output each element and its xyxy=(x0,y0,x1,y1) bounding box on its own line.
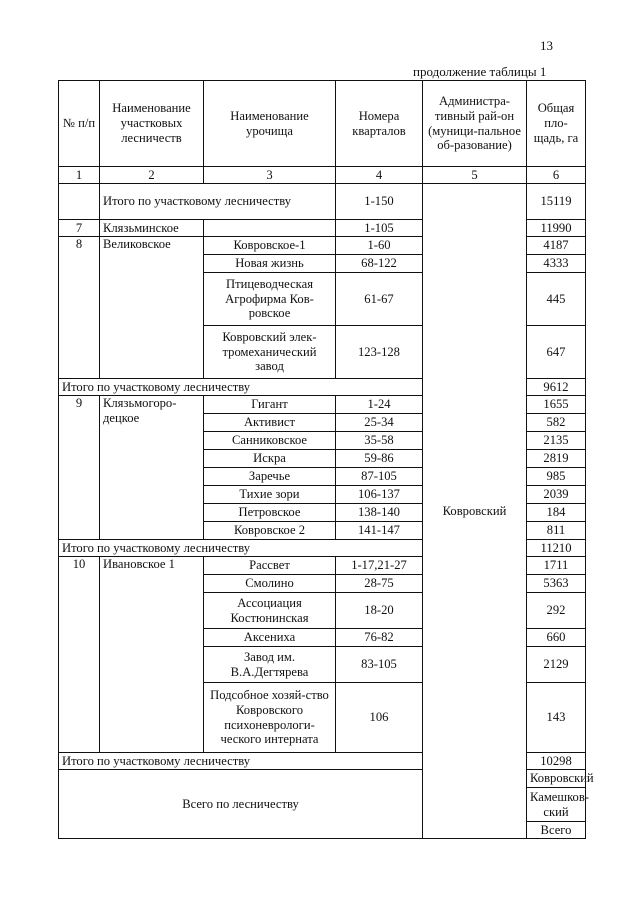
header-district: Наименование участковых лесничеств xyxy=(100,81,204,167)
area-cell: 2039 xyxy=(527,486,586,504)
tract-name: Подсобное хозяй-ство Ковровского психоневрологи-ческого интерната xyxy=(204,683,336,753)
quarters-cell: 1-24 xyxy=(336,396,423,414)
tract-name: Заречье xyxy=(204,468,336,486)
header-tract: Наименование урочища xyxy=(204,81,336,167)
tract-name: Новая жизнь xyxy=(204,255,336,273)
area-cell: 582 xyxy=(527,414,586,432)
tract-name: Ковровское-1 xyxy=(204,237,336,255)
area-cell: 5363 xyxy=(527,575,586,593)
row-number: 10 xyxy=(59,557,100,753)
quarters-cell: 1-17,21-27 xyxy=(336,557,423,575)
table-row xyxy=(59,184,586,220)
admin-district-cell: Ковровский xyxy=(423,184,527,839)
column-number: 6 xyxy=(527,167,586,184)
column-number: 3 xyxy=(204,167,336,184)
quarters-cell: 76-82 xyxy=(336,629,423,647)
quarters-cell: 83-105 xyxy=(336,647,423,683)
tract-name: Завод им. В.А.Дегтярева xyxy=(204,647,336,683)
header-number: № п/п xyxy=(59,81,100,167)
tract-name: Тихие зори xyxy=(204,486,336,504)
area-cell: 143 xyxy=(527,683,586,753)
column-number: 2 xyxy=(100,167,204,184)
quarters-cell: 138-140 xyxy=(336,504,423,522)
column-number-row xyxy=(59,167,586,184)
header-total-area: Общая пло-щадь, га xyxy=(527,81,586,167)
area-cell: 184 xyxy=(527,504,586,522)
row-number: 8 xyxy=(59,237,100,379)
area-cell: 2129 xyxy=(527,647,586,683)
quarters-cell: 68-122 xyxy=(336,255,423,273)
column-number: 4 xyxy=(336,167,423,184)
quarters-cell: 1-60 xyxy=(336,237,423,255)
quarters-cell: 123-128 xyxy=(336,326,423,379)
area-cell: 1711 xyxy=(527,557,586,575)
area-cell: 2819 xyxy=(527,450,586,468)
quarters-cell: 106-137 xyxy=(336,486,423,504)
grand-total-label: Всего по лесничеству xyxy=(59,770,423,839)
total-district-name: Всего xyxy=(527,822,586,839)
tract-name: Ковровский элек-тромеханический завод xyxy=(204,326,336,379)
subtotal-label: Итого по участковому лесничеству xyxy=(59,753,423,770)
quarters-cell: 35-58 xyxy=(336,432,423,450)
tract-name: Ассоциация Костюнинская xyxy=(204,593,336,629)
quarters-cell: 1-105 xyxy=(336,220,423,237)
area-cell: 985 xyxy=(527,468,586,486)
area-cell: 4333 xyxy=(527,255,586,273)
column-number: 5 xyxy=(423,167,527,184)
tract-name: Аксениха xyxy=(204,629,336,647)
subtotal-label: Итого по участковому лесничеству xyxy=(100,184,336,220)
district-name: Клязьмогоро-децкое xyxy=(100,396,204,540)
area-cell: 9612 xyxy=(527,379,586,396)
district-name: Ивановское 1 xyxy=(100,557,204,753)
column-number: 1 xyxy=(59,167,100,184)
area-cell: 2135 xyxy=(527,432,586,450)
quarters-cell: 61-67 xyxy=(336,273,423,326)
area-cell: 10298 xyxy=(527,753,586,770)
area-cell: 1655 xyxy=(527,396,586,414)
page-number: 13 xyxy=(540,38,553,53)
tract-name: Рассвет xyxy=(204,557,336,575)
header-quarters: Номера кварталов xyxy=(336,81,423,167)
area-cell: 15119 xyxy=(527,184,586,220)
forestry-table xyxy=(58,80,594,839)
area-cell: 11990 xyxy=(527,220,586,237)
tract-name: Птицеводческая Агрофирма Ков-ровское xyxy=(204,273,336,326)
district-name: Клязьминское xyxy=(100,220,204,237)
quarters-cell: 25-34 xyxy=(336,414,423,432)
table-continuation-caption: продолжение таблицы 1 xyxy=(413,64,547,79)
tract-name: Ковровское 2 xyxy=(204,522,336,540)
total-district-name: Ковровский xyxy=(527,770,586,788)
quarters-cell: 59-86 xyxy=(336,450,423,468)
area-cell: 4187 xyxy=(527,237,586,255)
area-cell: 647 xyxy=(527,326,586,379)
tract-name: Смолино xyxy=(204,575,336,593)
quarters-cell: 106 xyxy=(336,683,423,753)
area-cell: 11210 xyxy=(527,540,586,557)
quarters-cell: 141-147 xyxy=(336,522,423,540)
quarters-cell: 1-150 xyxy=(336,184,423,220)
row-number: 9 xyxy=(59,396,100,540)
quarters-cell: 28-75 xyxy=(336,575,423,593)
table-header-row xyxy=(59,81,586,167)
area-cell: 660 xyxy=(527,629,586,647)
tract-name: Санниковское xyxy=(204,432,336,450)
subtotal-label: Итого по участковому лесничеству xyxy=(59,540,423,557)
tract-name: Активист xyxy=(204,414,336,432)
subtotal-label: Итого по участковому лесничеству xyxy=(59,379,423,396)
total-district-name: Камешков-ский xyxy=(527,788,586,822)
quarters-cell: 87-105 xyxy=(336,468,423,486)
header-admin-district: Администра-тивный рай-он (муници-пальное об-разование) xyxy=(423,81,527,167)
row-number: 7 xyxy=(59,220,100,237)
area-cell: 811 xyxy=(527,522,586,540)
area-cell: 292 xyxy=(527,593,586,629)
district-name: Великовское xyxy=(100,237,204,379)
quarters-cell: 18-20 xyxy=(336,593,423,629)
tract-name: Гигант xyxy=(204,396,336,414)
tract-name: Петровское xyxy=(204,504,336,522)
area-cell: 445 xyxy=(527,273,586,326)
tract-name: Искра xyxy=(204,450,336,468)
